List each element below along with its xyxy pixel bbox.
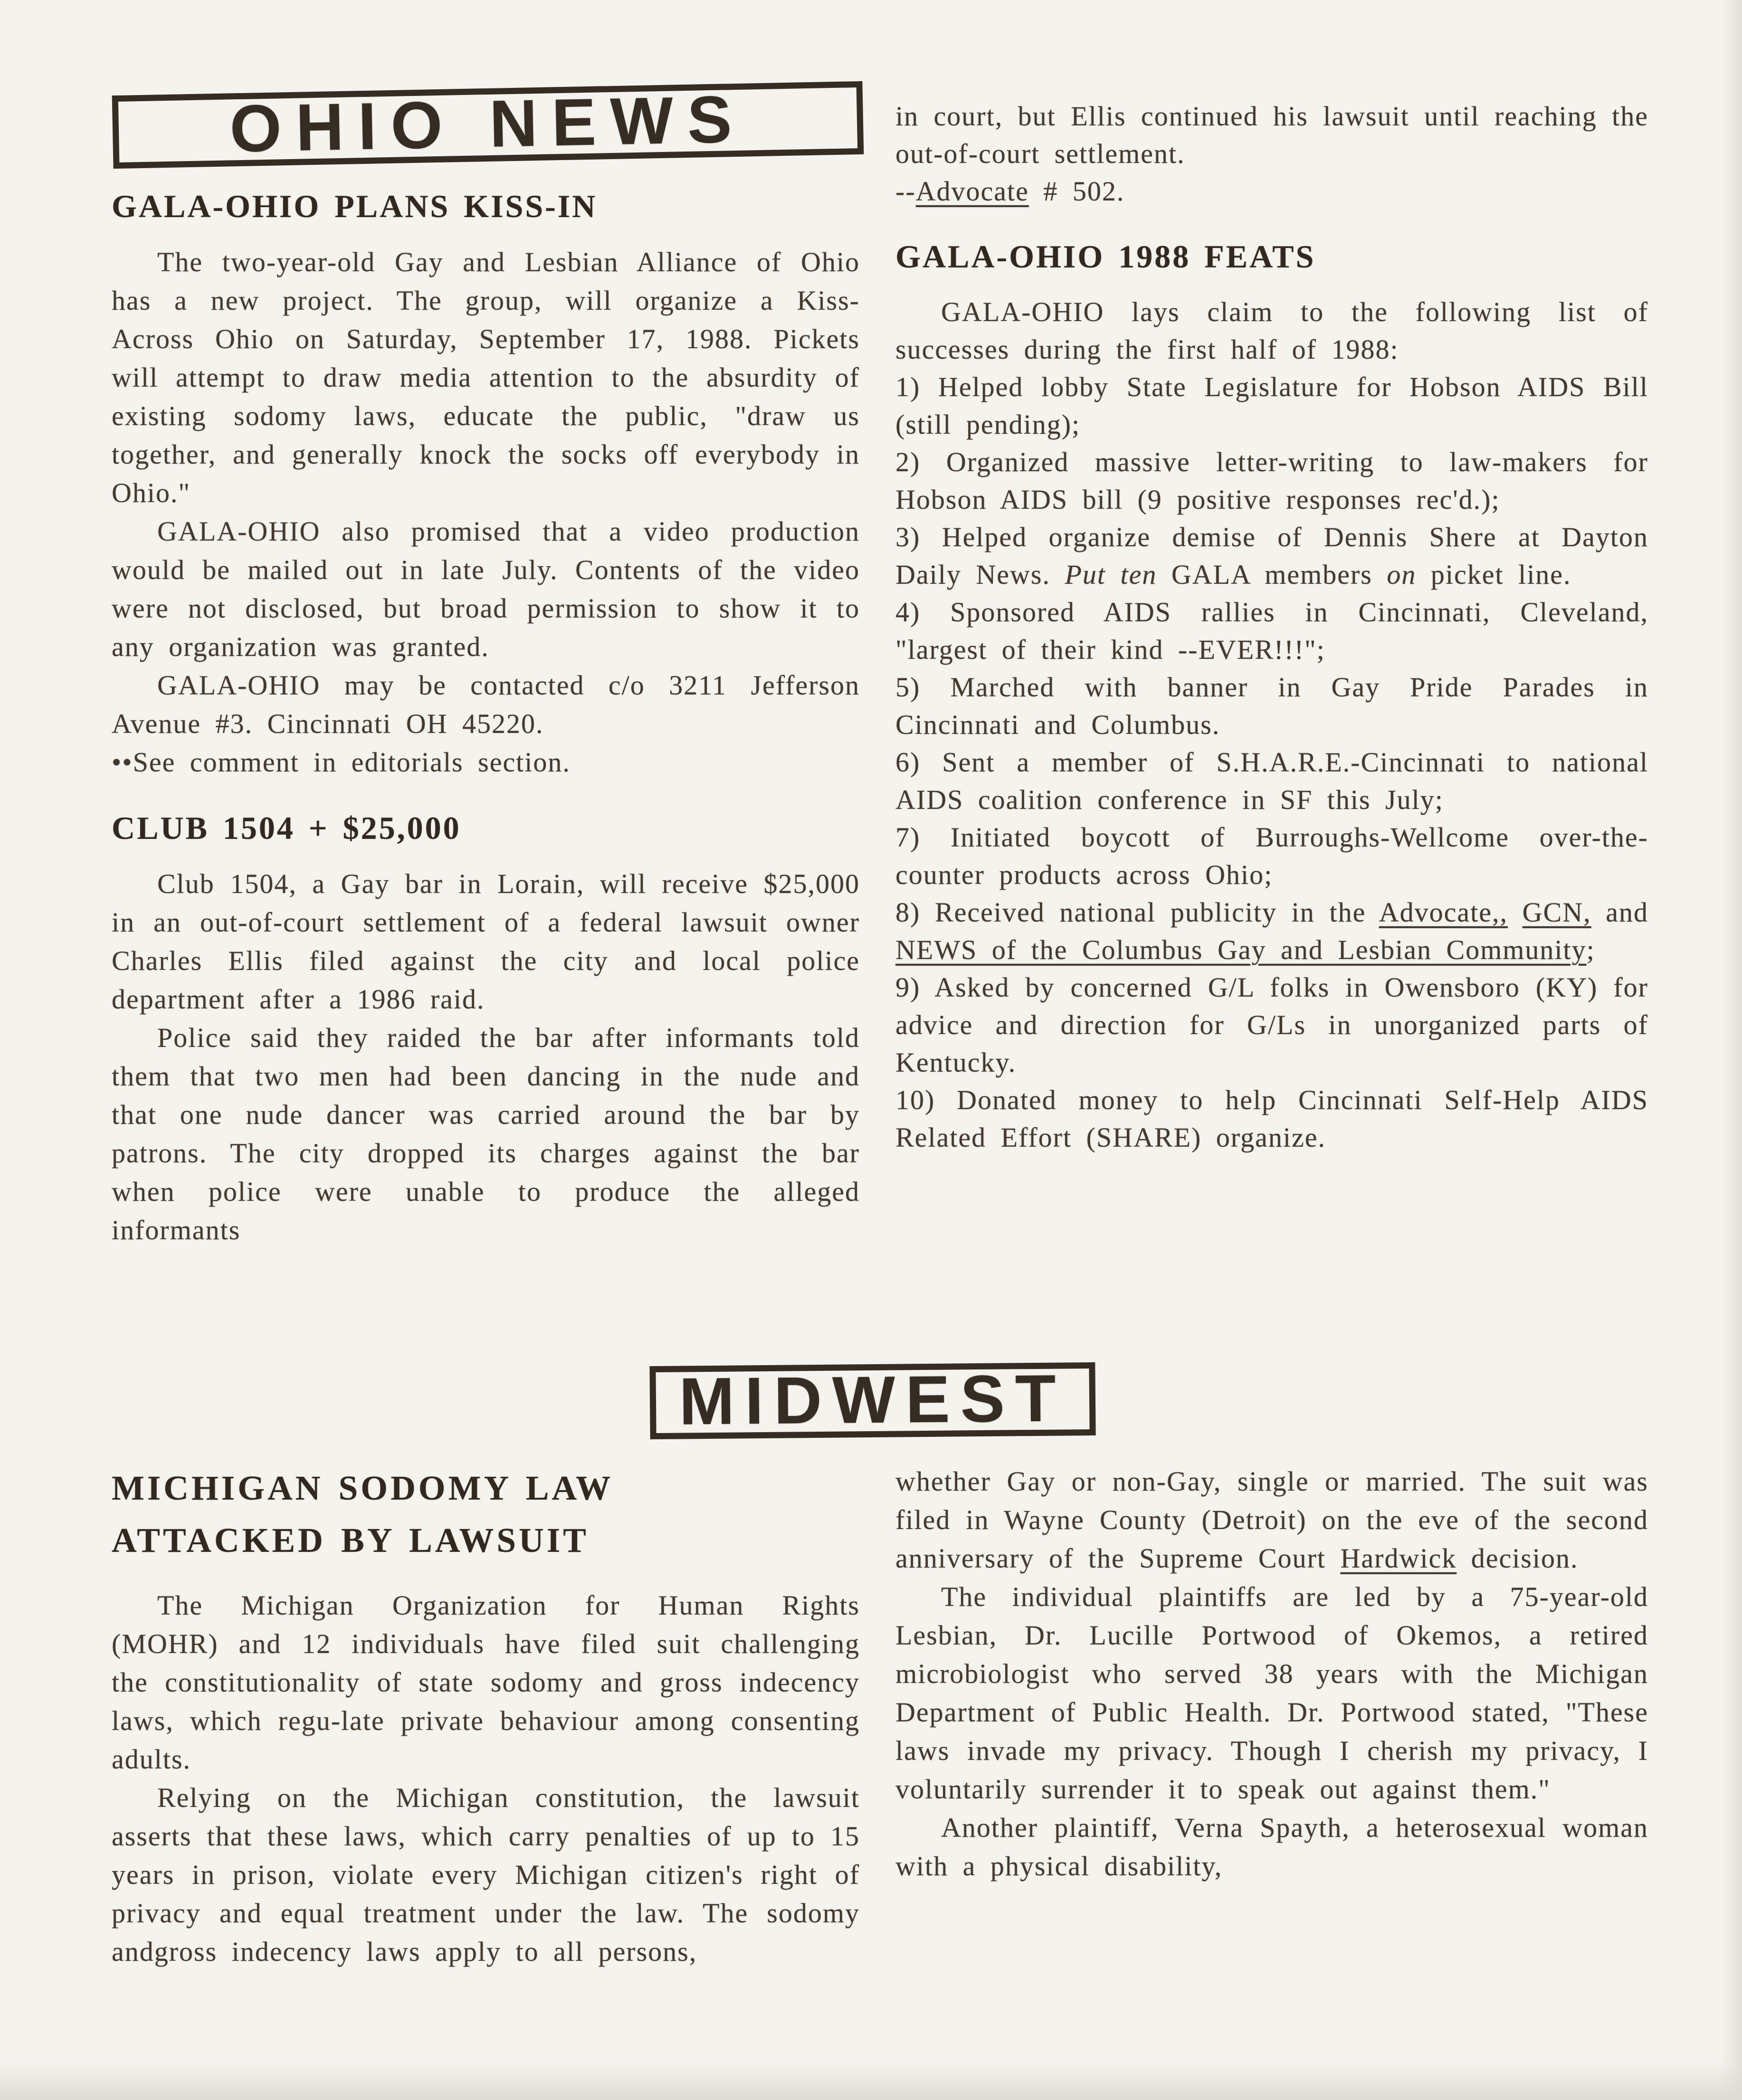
text-run: ATTACKED BY LAWSUIT xyxy=(112,1520,589,1559)
article-title-1988-feats xyxy=(895,237,1648,277)
text-run: GCN, xyxy=(1522,897,1591,928)
text-run: ••See comment in editorials section. xyxy=(112,747,571,778)
feat-item-3 xyxy=(895,518,1648,593)
text-run: 2) Organized massive letter-writing to law-makers for Hobson AIDS bill (9 positive responses rec'd.); xyxy=(895,447,1648,515)
article-title-kiss-in xyxy=(112,186,860,227)
body-paragraph xyxy=(112,1018,860,1249)
column-left-bottom xyxy=(112,1462,860,1971)
text-run: GALA-OHIO also promised that a video production would be mailed out in late July. Contents of the video were not disclosed, but broad permission to show it to any organization was granted. xyxy=(112,516,860,662)
text-run: on xyxy=(1387,559,1417,590)
text-run: picket line. xyxy=(1416,559,1571,590)
text-run: GALA-OHIO may be contacted c/o 3211 Jefferson Avenue #3. Cincinnati OH 45220. xyxy=(112,670,860,739)
text-run: The individual plaintiffs are led by a 75-year-old Lesbian, Dr. Lucille Portwood of Okemos, a retired microbiologist who served 38 years with the Michigan Department of Public Health. Dr. Portwood stated, "These laws invade my privacy. Though I cherish my privacy, I voluntarily surrender it to speak out against them." xyxy=(895,1581,1648,1805)
text-run: GALA-OHIO PLANS KISS-IN xyxy=(112,188,598,224)
body-paragraph xyxy=(112,1778,860,1971)
scan-edge-bottom xyxy=(0,2062,1742,2100)
text-run: Hardwick xyxy=(1340,1543,1457,1574)
body-paragraph xyxy=(112,1586,860,1778)
text-run: CLUB 1504 + $25,000 xyxy=(112,810,461,846)
text-run: Put ten xyxy=(1065,559,1157,590)
text-run: -- xyxy=(895,176,916,207)
text-run: 6) Sent a member of S.H.A.R.E.-Cincinnati to national AIDS coalition conference in SF this July; xyxy=(895,747,1648,815)
text-run: 1) Helped lobby State Legislature for Hobson AIDS Bill (still pending); xyxy=(895,371,1648,440)
text-run: # 502. xyxy=(1028,176,1125,207)
text-run: Club 1504, a Gay bar in Lorain, will receive $25,000 in an out-of-court settlement of a federal lawsuit owner Charles Ellis filed against the city and local police department after a 1986 raid. xyxy=(112,868,860,1015)
text-run: ; xyxy=(1586,934,1595,965)
body-paragraph xyxy=(895,97,1648,172)
feat-item-8 xyxy=(895,893,1648,969)
text-run: 3) Helped organize demise of Dennis Shere at Dayton Daily News. xyxy=(895,522,1648,590)
feat-item-5 xyxy=(895,668,1648,743)
feat-item-7 xyxy=(895,818,1648,893)
feat-item-2 xyxy=(895,443,1648,518)
midwest-banner: MIDWEST xyxy=(649,1362,1095,1439)
text-run: GALA members xyxy=(1157,559,1387,590)
column-right-top xyxy=(895,97,1648,1156)
text-run: The two-year-old Gay and Lesbian Alliance of Ohio has a new project. The group, will organize a Kiss-Across Ohio on Saturday, September 17, 1988. Pickets will attempt to draw media attention to the absurdity of existing sodomy laws, educate the public, "draw us together, and generally knock the socks off everybody in Ohio." xyxy=(112,247,860,508)
text-run: Relying on the Michigan constitution, the lawsuit asserts that these laws, which carry penalties of up to 15 years in prison, violate every Michigan citizen's right of privacy and equal treatment under the law. The sodomy andgross indecency laws apply to all persons, xyxy=(112,1782,860,1967)
text-run xyxy=(1508,897,1523,928)
body-paragraph xyxy=(895,293,1648,368)
text-run: decision. xyxy=(1456,1543,1579,1574)
body-paragraph xyxy=(112,512,860,666)
ohio-news-banner: OHIO NEWS xyxy=(112,81,864,169)
body-paragraph xyxy=(895,1462,1648,1577)
scan-edge-right xyxy=(1720,0,1742,2100)
feat-item-6 xyxy=(895,743,1648,818)
body-paragraph xyxy=(112,865,860,1018)
article-title-club-1504 xyxy=(112,808,860,848)
feat-item-9 xyxy=(895,969,1648,1081)
source-citation xyxy=(895,172,1648,210)
body-paragraph xyxy=(895,1808,1648,1885)
text-run: MICHIGAN SODOMY LAW xyxy=(112,1469,614,1507)
article-title-michigan xyxy=(112,1462,860,1566)
text-run: Police said they raided the bar after informants told them that two men had been dancing in the nude and that one nude dancer was carried around the bar by patrons. The city dropped its charges against the bar when police were unable to produce the alleged informants xyxy=(112,1022,860,1245)
text-run: 10) Donated money to help Cincinnati Self-Help AIDS Related Effort (SHARE) organize. xyxy=(895,1084,1648,1153)
feat-item-10 xyxy=(895,1081,1648,1156)
body-paragraph xyxy=(112,666,860,743)
text-run: 4) Sponsored AIDS rallies in Cincinnati, Cleveland, "largest of their kind --EVER!!!"; xyxy=(895,597,1648,665)
column-left-top xyxy=(112,186,860,1249)
body-paragraph xyxy=(112,743,860,781)
text-run: 9) Asked by concerned G/L folks in Owensboro (KY) for advice and direction for G/Ls in unorganized parts of Kentucky. xyxy=(895,972,1648,1078)
text-run: in court, but Ellis continued his lawsuit until reaching the out-of-court settlement. xyxy=(895,101,1648,169)
text-run: Advocate,, xyxy=(1379,897,1508,928)
text-run: The Michigan Organization for Human Rights (MOHR) and 12 individuals have filed suit challenging the constitutionality of state sodomy and gross indecency laws, which regu-late private behaviour among consenting adults. xyxy=(112,1590,860,1775)
body-paragraph xyxy=(112,243,860,512)
text-run: 8) Received national publicity in the xyxy=(895,897,1379,928)
text-run: 5) Marched with banner in Gay Pride Parades in Cincinnati and Columbus. xyxy=(895,672,1648,740)
text-run: Advocate xyxy=(915,176,1029,207)
text-run: whether Gay or non-Gay, single or married. The suit was filed in Wayne County (Detroit) on the eve of the second anniversary of the Supreme Court xyxy=(895,1466,1648,1574)
column-right-bottom xyxy=(895,1462,1648,1885)
text-run: and xyxy=(1591,897,1649,928)
feat-item-4 xyxy=(895,593,1648,668)
text-run: Another plaintiff, Verna Spayth, a heterosexual woman with a physical disability, xyxy=(895,1812,1648,1881)
feat-item-1 xyxy=(895,368,1648,443)
text-run: NEWS of the Columbus Gay and Lesbian Community xyxy=(895,934,1587,965)
body-paragraph xyxy=(895,1577,1648,1808)
text-run: GALA-OHIO lays claim to the following list of successes during the first half of 1988: xyxy=(895,296,1648,365)
text-run: GALA-OHIO 1988 FEATS xyxy=(895,238,1316,275)
text-run: 7) Initiated boycott of Burroughs-Wellcome over-the-counter products across Ohio; xyxy=(895,822,1648,890)
